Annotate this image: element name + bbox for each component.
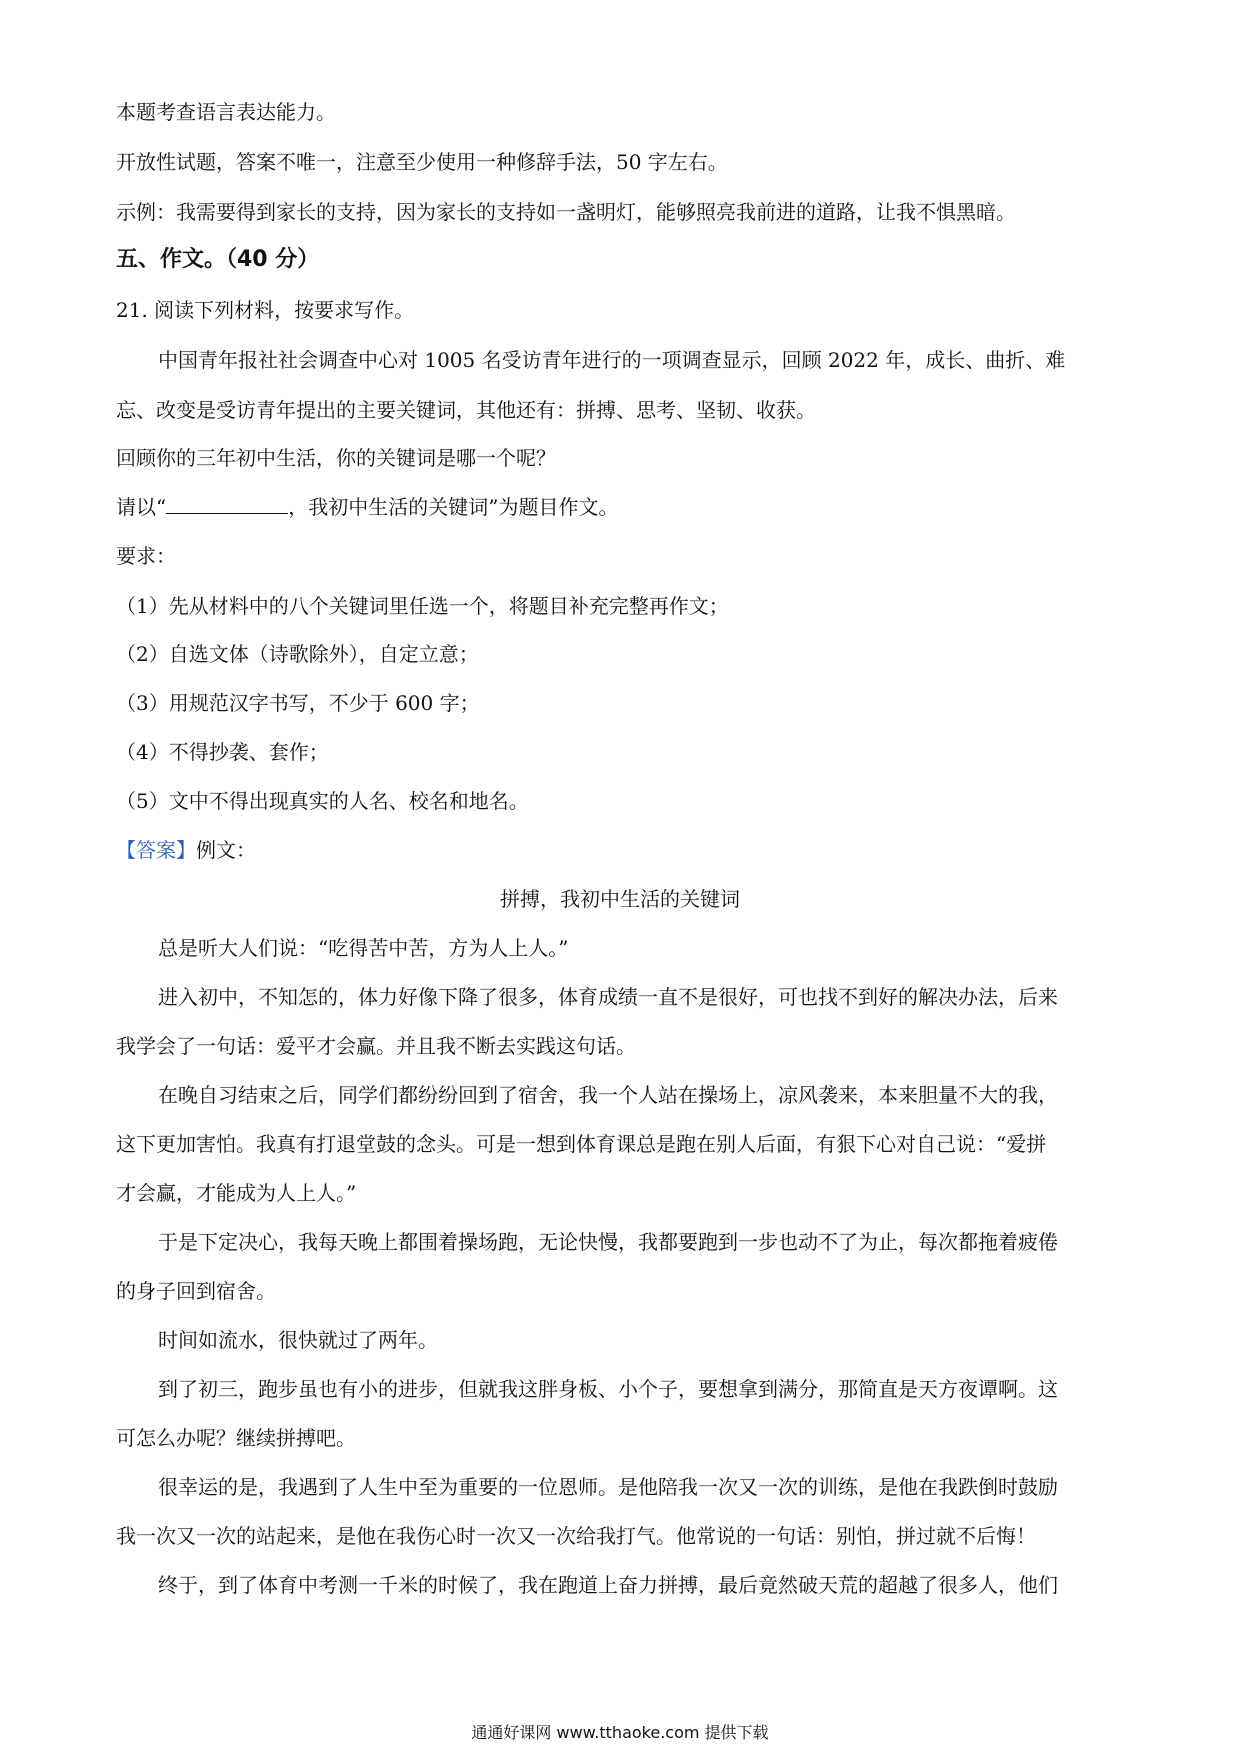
title-suffix: ，我初中生活的关键词”为题目作文。 xyxy=(288,495,619,519)
essay-line: 可怎么办呢？继续拼搏吧。 xyxy=(116,1426,356,1450)
essay-line: 进入初中，不知怎的，体力好像下降了很多，体育成绩一直不是很好，可也找不到好的解决办法，后来 xyxy=(158,985,1058,1009)
answer-label: 例文： xyxy=(196,838,256,862)
material-line-1: 中国青年报社社会调查中心对 1005 名受访青年进行的一项调查显示，回顾 2022 年，成长、曲折、难 xyxy=(158,348,1066,372)
requirement-item: （3）用规范汉字书写，不少于 600 字； xyxy=(116,691,480,715)
analysis-line-2: 开放性试题，答案不唯一，注意至少使用一种修辞手法，50 字左右。 xyxy=(116,150,728,174)
question-stem: 21. 阅读下列材料，按要求写作。 xyxy=(116,298,415,322)
essay-line: 到了初三，跑步虽也有小的进步，但就我这胖身板、小个子，要想拿到满分，那简直是天方夜谭啊。这 xyxy=(158,1377,1058,1401)
essay-line: 这下更加害怕。我真有打退堂鼓的念头。可是一想到体育课总是跑在别人后面，有狠下心对自己说：“爱拼 xyxy=(116,1132,1047,1156)
essay-line: 于是下定决心，我每天晚上都围着操场跑，无论快慢，我都要跑到一步也动不了为止，每次都拖着疲倦 xyxy=(158,1230,1058,1254)
requirement-item: （4）不得抄袭、套作； xyxy=(116,740,329,764)
answer-tag: 【答案】 xyxy=(116,838,196,862)
essay-line: 我一次又一次的站起来，是他在我伤心时一次又一次给我打气。他常说的一句话：别怕，拼过就不后悔！ xyxy=(116,1524,1036,1548)
question-prompt: 回顾你的三年初中生活，你的关键词是哪一个呢？ xyxy=(116,446,556,470)
title-blank xyxy=(166,495,288,514)
section-heading: 五、作文。（40 分） xyxy=(116,247,320,272)
requirement-item: （1）先从材料中的八个关键词里任选一个，将题目补充完整再作文； xyxy=(116,594,729,618)
title-prefix: 请以“ xyxy=(116,495,167,519)
analysis-line-3: 示例：我需要得到家长的支持，因为家长的支持如一盏明灯，能够照亮我前进的道路，让我不惧黑暗。 xyxy=(116,200,1016,224)
answer-header xyxy=(116,836,256,864)
essay-line: 我学会了一句话：爱平才会赢。并且我不断去实践这句话。 xyxy=(116,1034,636,1058)
page-footer: 通通好课网 www.tthaoke.com 提供下载 xyxy=(471,1723,769,1742)
requirement-item: （2）自选文体（诗歌除外），自定立意； xyxy=(116,642,479,666)
essay-title: 拼搏，我初中生活的关键词 xyxy=(500,887,740,911)
essay-line: 的身子回到宿舍。 xyxy=(116,1279,276,1303)
material-line-2: 忘、改变是受访青年提出的主要关键词，其他还有：拼搏、思考、坚韧、收获。 xyxy=(116,398,816,422)
essay-line: 时间如流水，很快就过了两年。 xyxy=(158,1328,438,1352)
essay-line: 才会赢，才能成为人上人。” xyxy=(116,1181,357,1205)
requirement-item: （5）文中不得出现真实的人名、校名和地名。 xyxy=(116,789,529,813)
title-instruction xyxy=(116,493,618,521)
analysis-line-1: 本题考查语言表达能力。 xyxy=(116,100,336,124)
essay-line: 终于，到了体育中考测一千米的时候了，我在跑道上奋力拼搏，最后竟然破天荒的超越了很多人，他们 xyxy=(158,1573,1058,1597)
essay-line: 很幸运的是，我遇到了人生中至为重要的一位恩师。是他陪我一次又一次的训练，是他在我跌倒时鼓励 xyxy=(158,1475,1058,1499)
essay-line: 总是听大人们说：“吃得苦中苦，方为人上人。” xyxy=(158,936,569,960)
essay-line: 在晚自习结束之后，同学们都纷纷回到了宿舍，我一个人站在操场上，凉风袭来，本来胆量不大的我， xyxy=(158,1083,1058,1107)
requirements-label: 要求： xyxy=(116,544,176,568)
